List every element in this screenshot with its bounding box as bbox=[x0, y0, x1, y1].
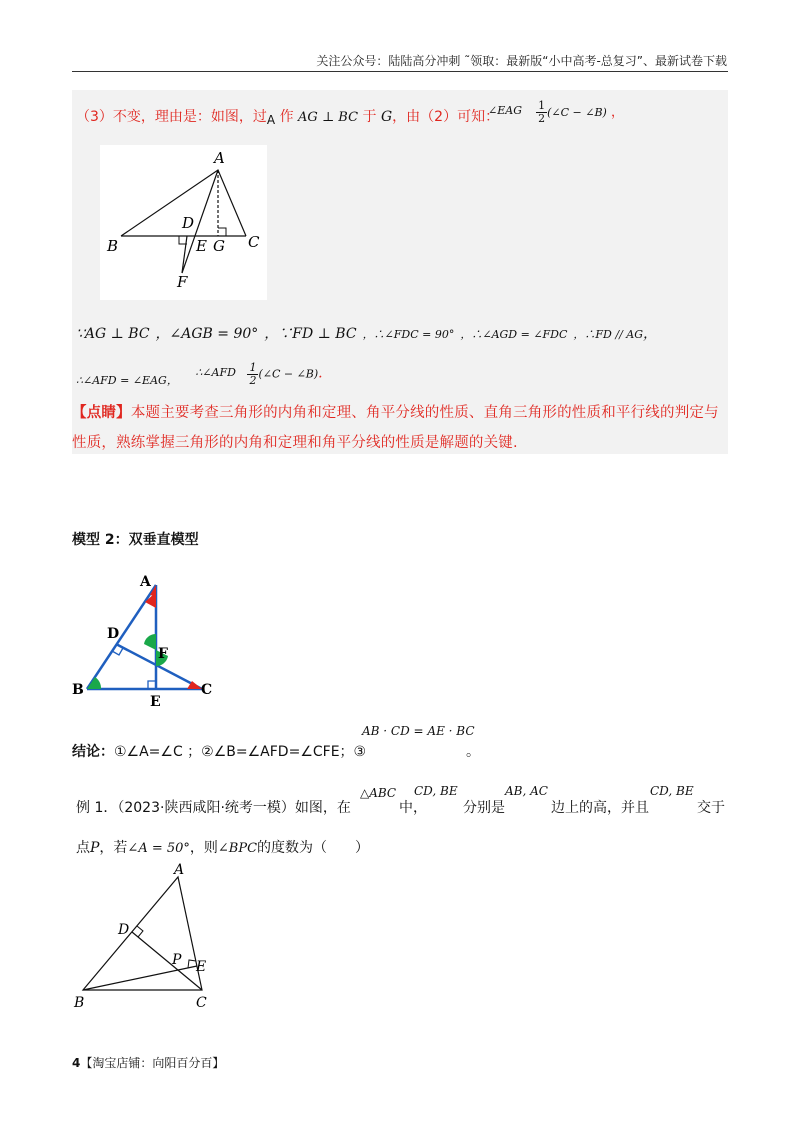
page-number: 4 bbox=[72, 1056, 81, 1070]
cd-be: CD, BE bbox=[414, 784, 458, 798]
comment-block bbox=[72, 398, 728, 458]
label-f: F bbox=[177, 273, 188, 291]
label-c: C bbox=[248, 233, 260, 251]
proof-line-1: ∵AG ⊥ BC ，∠AGB = 90° ，∵FD ⊥ BC ，∴∠FDC = 90° ，∴∠AGD = ∠FDC ，∴FD // AG， bbox=[76, 326, 658, 342]
conclusion-line bbox=[72, 741, 366, 761]
example1-line2: 点P，若∠A = 50°，则∠BPC的度数为（ ） bbox=[76, 840, 370, 856]
label-e: E bbox=[196, 959, 207, 975]
shop-name: 【淘宝店铺：向阳百分百】 bbox=[80, 1056, 225, 1070]
page-header: 关注公众号：陆陆高分冲刺 ˜领取：最新版“小中高考-总复习”、最新试卷下载 bbox=[316, 54, 727, 68]
header-rule bbox=[72, 71, 728, 72]
part3-formula: ∠EAG $\frac{1}{2}$ (∠C − ∠B) ， bbox=[488, 99, 625, 125]
proof-half-fraction: $\frac{1}{2}$ bbox=[249, 361, 257, 387]
figure-double-perpendicular bbox=[70, 570, 220, 710]
page-footer bbox=[72, 1054, 224, 1071]
label-b: B bbox=[107, 237, 119, 255]
conclusion-formula: AB · CD = AE · BC bbox=[362, 724, 475, 738]
part3-line bbox=[76, 106, 499, 126]
label-c: C bbox=[201, 682, 213, 698]
angle-difference: (∠C − ∠B) bbox=[547, 106, 607, 119]
ag-perp-bc: AG ⊥ BC bbox=[298, 110, 359, 125]
example1-label-source: 例 1．（2023·陕西咸阳·统考一模）如图，在 bbox=[76, 800, 351, 816]
figure-triangle-afd bbox=[100, 145, 267, 300]
proof-line-2: ∴∠AFD = ∠EAG， ∴∠AFD $\frac{1}{2}$ (∠C − ∠B). bbox=[76, 361, 323, 387]
part3-yu: 于 bbox=[362, 109, 377, 125]
label-b: B bbox=[72, 682, 84, 698]
label-a: A bbox=[174, 862, 185, 878]
figure-example1 bbox=[70, 860, 230, 1015]
label-a: A bbox=[214, 149, 225, 167]
point-g: G bbox=[380, 109, 393, 125]
ab-ac: AB, AC bbox=[505, 784, 548, 798]
model2-title: 模型 2：双垂直模型 bbox=[72, 532, 199, 548]
triangle-abc bbox=[83, 877, 202, 990]
label-a: A bbox=[140, 574, 151, 590]
part3-prefix: （3）不变，理由是：如图，过 bbox=[76, 109, 267, 125]
label-f: F bbox=[158, 646, 168, 662]
label-e: E bbox=[150, 694, 161, 710]
triangle-abc: △ABC bbox=[360, 786, 397, 800]
conclusion-end: 。 bbox=[466, 744, 480, 760]
label-e: E bbox=[196, 237, 207, 255]
point-a-label: A bbox=[266, 113, 276, 127]
label-b: B bbox=[74, 995, 85, 1011]
right-angle-d bbox=[137, 926, 143, 937]
label-p: P bbox=[172, 952, 182, 968]
angle-eag: ∠EAG bbox=[488, 104, 522, 117]
label-c: C bbox=[196, 995, 207, 1011]
conclusion-label: 结论： bbox=[72, 744, 114, 760]
label-d: D bbox=[182, 214, 195, 232]
label-d: D bbox=[118, 922, 130, 938]
angle-afd-mark bbox=[144, 634, 156, 650]
conclusion-text: ①∠A=∠C ；②∠B=∠AFD=∠CFE；③ bbox=[114, 744, 367, 760]
half-fraction: $\frac{1}{2}$ bbox=[538, 99, 546, 125]
comment-text: 本题主要考查三角形的内角和定理、角平分线的性质、直角三角形的性质和平行线的判定与性质，熟练掌握三角形的内角和定理和角平分线的性质是解题的关键. bbox=[72, 405, 719, 451]
part3-zuo: 作 bbox=[279, 109, 294, 125]
cd-be-2: CD, BE bbox=[650, 784, 694, 798]
angle-b-mark bbox=[87, 677, 101, 689]
side-ab bbox=[87, 585, 156, 689]
comment-tag: 【点睛】 bbox=[72, 405, 131, 421]
label-g: G bbox=[213, 237, 225, 255]
label-d: D bbox=[107, 626, 120, 642]
part3-from2: ，由（2）可知： bbox=[392, 109, 500, 125]
